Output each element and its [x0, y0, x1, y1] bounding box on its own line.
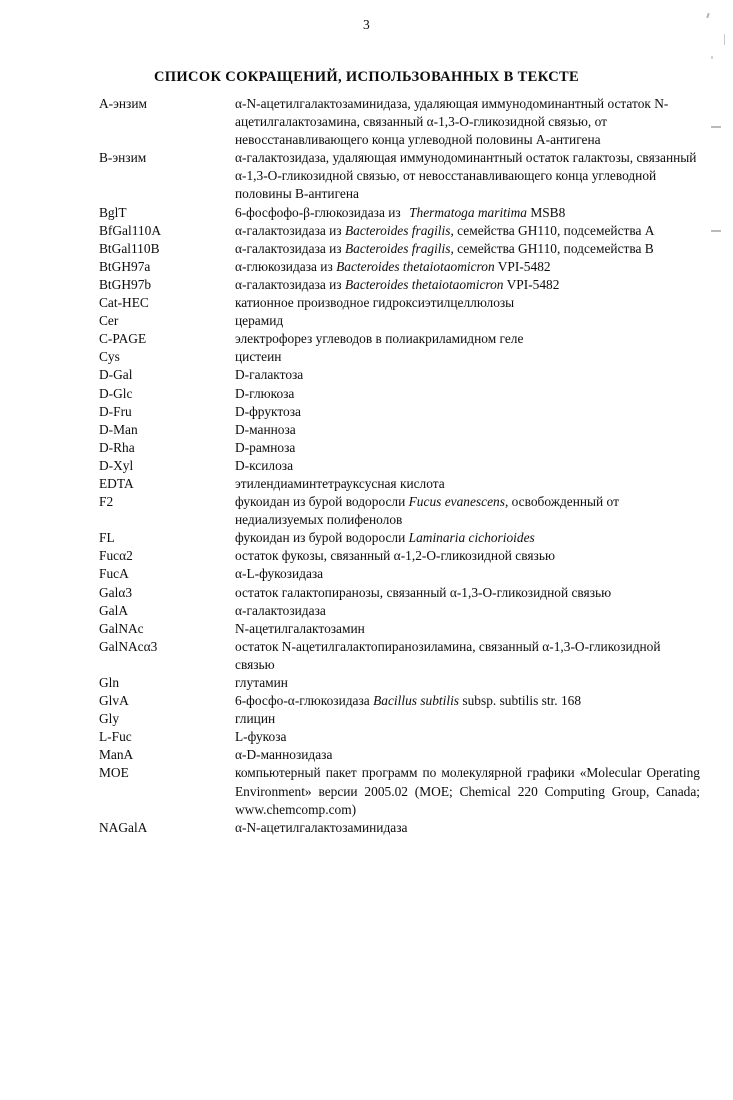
page-number: 3 [363, 17, 370, 32]
abbreviation-term: D-Xyl [99, 457, 134, 473]
abbreviation-term: Galα3 [99, 584, 133, 600]
definition-text-leading: α-галактозидаза из [235, 240, 345, 256]
abbreviation-term: Cer [99, 313, 119, 329]
species-name-italic: Bacteroides thetaiotaomicron [344, 276, 504, 292]
species-name-italic: Bacteroides thetaiotaomicron [336, 258, 495, 274]
abbreviation-definition: электрофорез углеводов в полиакриламидном геле [235, 331, 524, 347]
abbreviation-definition: D-глюкоза [235, 385, 295, 401]
definition-text-trailing: subsp. subtilis str. 168 [459, 693, 582, 709]
abbreviation-term: BtGH97b [99, 276, 152, 292]
abbreviation-term: F2 [99, 494, 114, 510]
abbreviation-definition: этилендиаминтетрауксусная кислота [235, 475, 445, 491]
definition-text-leading: α-глюкозидаза из [235, 258, 337, 274]
abbreviation-definition: α-N-ацетилгалактозаминидаза, удаляющая иммунодоминантный остаток N-ацетилгалактозамина, связанный α-1,3-О-гликозидной связью, от невосстанавливающего конца углеводной половины А-антигена [235, 96, 669, 148]
abbreviation-row [99, 385, 699, 403]
abbreviation-term: D-Fru [99, 403, 132, 419]
scan-edge-dash-icon [711, 126, 721, 128]
definition-text-trailing: , семейства GH110, подсемейства А [450, 222, 655, 238]
abbreviation-term: Gln [99, 675, 120, 690]
abbreviation-definition: N-ацетилгалактозамин [235, 620, 365, 636]
abbreviation-row [99, 149, 699, 203]
abbreviation-term: MOE [99, 765, 129, 781]
definition-text-leading: 6-фосфофо-β-глюкозидаза из [235, 204, 405, 220]
abbreviation-definition [235, 692, 699, 710]
abbreviation-list [99, 95, 699, 837]
abbreviation-term: D-Rha [99, 439, 135, 455]
abbreviation-definition [235, 258, 699, 276]
abbreviation-row [99, 294, 699, 312]
abbreviation-row [99, 475, 699, 493]
abbreviation-term: Gly [99, 711, 120, 727]
abbreviation-definition: глицин [235, 711, 276, 727]
scan-speck-icon [711, 56, 713, 59]
abbreviation-row [99, 240, 699, 258]
abbreviation-definition: D-фруктоза [235, 403, 301, 419]
definition-text-trailing: VPI-5482 [494, 258, 551, 274]
abbreviation-definition [235, 529, 699, 547]
abbreviation-term: D-Man [99, 421, 138, 437]
abbreviation-definition: D-ксилоза [235, 457, 294, 473]
abbreviation-term: BtGal110B [99, 240, 160, 256]
abbreviation-term: GlvA [99, 693, 129, 709]
abbreviation-row [99, 584, 699, 602]
abbreviation-row [99, 421, 699, 439]
abbreviation-row [99, 728, 699, 746]
abbreviation-term: А-энзим [99, 96, 147, 111]
abbreviation-row [99, 819, 699, 837]
abbreviation-row [99, 330, 699, 348]
abbreviation-definition: компьютерный пакет программ по молекулярной графики «Molecular Operating Environment» версии 2005.02 (MOE; Chemical 220 Computing Group, Canada; www.chemcomp.com) [235, 765, 700, 817]
abbreviation-term: GalNAcα3 [99, 638, 158, 654]
abbreviation-term: Fucα2 [99, 548, 133, 564]
abbreviation-row [99, 258, 699, 276]
abbreviation-row [99, 95, 699, 149]
abbreviation-row [99, 493, 699, 529]
species-name-italic: Bacteroides fragilis [344, 222, 451, 238]
definition-text-trailing: , освобожденный от недиализуемых полифенолов [235, 494, 619, 528]
abbreviation-definition [235, 204, 699, 222]
abbreviation-definition [235, 276, 699, 294]
abbreviation-row [99, 348, 699, 366]
species-name-italic: Fucus evanescens [408, 494, 505, 510]
abbreviation-term: D-Gal [99, 367, 133, 383]
page-title: СПИСОК СОКРАЩЕНИЙ, ИСПОЛЬЗОВАННЫХ В ТЕКСТЕ [153, 68, 580, 85]
abbreviation-definition: α-галактозидаза [235, 602, 326, 618]
abbreviation-definition: α-L-фукозидаза [235, 566, 324, 582]
abbreviation-term: BglT [99, 204, 127, 220]
abbreviation-row [99, 638, 699, 674]
abbreviation-term: GalNAc [99, 620, 144, 636]
species-name-italic: Bacteroides fragilis [344, 240, 451, 256]
scan-speck-icon [724, 34, 726, 45]
abbreviation-row [99, 276, 699, 294]
abbreviation-term: NAGalA [99, 819, 148, 835]
species-name-italic: Thermatoga maritima [409, 204, 527, 220]
abbreviation-definition: D-галактоза [235, 367, 304, 383]
abbreviation-definition: L-фукоза [235, 729, 287, 745]
abbreviation-row [99, 403, 699, 421]
abbreviation-definition: церамид [235, 313, 284, 329]
definition-text-leading: 6-фосфо-α-глюкозидаза [235, 693, 374, 709]
abbreviation-term: GalA [99, 602, 129, 618]
abbreviation-term: Cat-HEC [99, 295, 149, 311]
abbreviation-row [99, 547, 699, 565]
species-name-italic: Laminaria cichorioides [408, 530, 535, 546]
abbreviation-row [99, 565, 699, 583]
abbreviation-row [99, 710, 699, 728]
abbreviation-row [99, 457, 699, 475]
abbreviation-row [99, 222, 699, 240]
abbreviation-definition: α-N-ацетилгалактозаминидаза [235, 819, 408, 835]
species-name-italic: Bacillus subtilis [373, 693, 460, 709]
abbreviation-row [99, 746, 699, 764]
abbreviation-definition [235, 240, 699, 258]
abbreviation-definition: остаток N-ацетилгалактопиранозиламина, связанный α-1,3-О-гликозидной связью [235, 638, 661, 672]
abbreviation-definition: остаток фукозы, связанный α-1,2-О-гликозидной связью [235, 548, 555, 564]
abbreviation-term: EDTA [99, 475, 134, 491]
abbreviation-row [99, 602, 699, 620]
abbreviation-definition: D-рамноза [235, 439, 296, 455]
abbreviation-row [99, 620, 699, 638]
abbreviation-row [99, 204, 699, 222]
abbreviation-definition: цистеин [235, 349, 282, 365]
abbreviation-term: L-Fuc [99, 729, 132, 745]
abbreviation-definition: глутамин [235, 675, 288, 690]
definition-text-leading: α-галактозидаза из [235, 222, 345, 238]
abbreviation-row [99, 439, 699, 457]
abbreviation-definition: катионное производное гидроксиэтилцеллюлозы [235, 295, 515, 311]
definition-text-leading: α-галактозидаза из [235, 276, 345, 292]
definition-text-leading: фукоидан из бурой водоросли [235, 530, 409, 546]
abbreviation-definition: α-галактозидаза, удаляющая иммунодоминантный остаток галактозы, связанный α-1,3-О-гликозидной связью, от невосстанавливающего конца углеводной половины В-антигена [235, 150, 697, 202]
abbreviation-term: BtGH97a [99, 258, 151, 274]
abbreviation-term: В-энзим [99, 150, 147, 166]
abbreviation-row [99, 692, 699, 710]
definition-text-trailing: MSB8 [526, 204, 566, 220]
abbreviation-term: BfGal110A [99, 222, 161, 238]
abbreviation-term: FucA [99, 566, 129, 582]
abbreviation-row [99, 674, 699, 692]
abbreviation-row [99, 312, 699, 330]
abbreviation-definition: D-манноза [235, 421, 296, 437]
abbreviation-definition [235, 222, 699, 240]
abbreviation-term: C-PAGE [99, 331, 147, 347]
abbreviation-definition [235, 493, 699, 529]
abbreviation-term: Cys [99, 349, 120, 365]
abbreviation-row [99, 764, 699, 818]
abbreviation-term: ManA [99, 747, 134, 763]
abbreviation-term: FL [99, 530, 115, 546]
abbreviation-definition: остаток галактопиранозы, связанный α-1,3-О-гликозидной связью [235, 584, 612, 600]
abbreviation-row [99, 366, 699, 384]
abbreviation-definition: α-D-маннозидаза [235, 747, 333, 763]
definition-text-trailing: VPI-5482 [503, 276, 560, 292]
definition-text-leading: фукоидан из бурой водоросли [235, 494, 409, 510]
abbreviation-row [99, 529, 699, 547]
scan-edge-dash-icon [711, 230, 721, 232]
definition-text-trailing: , семейства GH110, подсемейства В [450, 240, 654, 256]
abbreviation-term: D-Glc [99, 385, 133, 401]
